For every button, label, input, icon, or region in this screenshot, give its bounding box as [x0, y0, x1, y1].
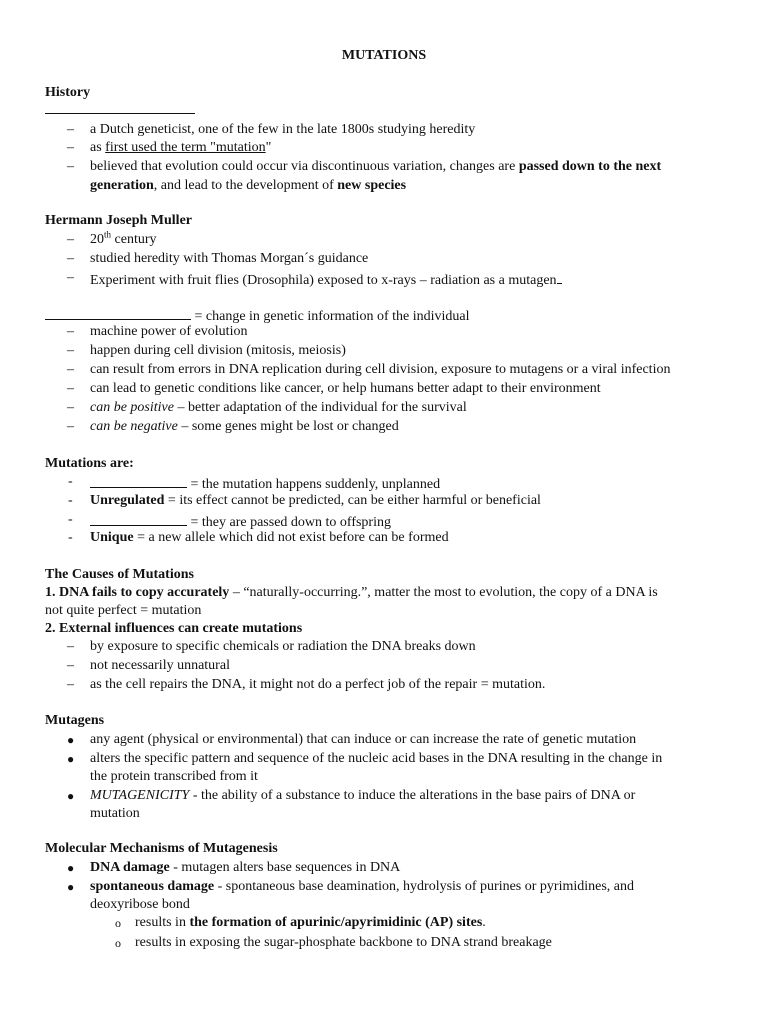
list-item: studied heredity with Thomas Morgan´s guidance: [90, 251, 369, 266]
list-item: can be negative – some genes might be lost or changed: [90, 419, 399, 434]
cause-two: 2. External influences can create mutations: [45, 621, 303, 636]
list-item: by exposure to specific chemicals or radiation the DNA breaks down: [90, 639, 476, 654]
list-item: as first used the term "mutation": [90, 140, 272, 155]
dash-marker: –: [67, 343, 74, 358]
list-item: can be positive – better adaptation of the individual for the survival: [90, 400, 467, 415]
history-blank-line: [45, 99, 728, 120]
dash-marker: –: [67, 232, 74, 247]
list-item-continuation: mutation: [90, 806, 140, 821]
list-item: can lead to genetic conditions like cancer, or help humans better adapt to their environment: [90, 381, 601, 396]
dash-marker: –: [67, 122, 74, 137]
list-item: alters the specific pattern and sequence of the nucleic acid bases in the DNA resulting in the change in: [90, 751, 663, 766]
list-item: any agent (physical or environmental) that can induce or can increase the rate of genetic mutation: [90, 732, 637, 747]
definition-line: = change in genetic information of the individual: [45, 305, 728, 326]
causes-heading: The Causes of Mutations: [45, 567, 194, 582]
dash-marker: –: [67, 381, 74, 396]
cause-one: 1. DNA fails to copy accurately – “naturally-occurring.”, matter the most to evolution, the copy of a DNA is: [45, 585, 658, 600]
dash-marker: –: [67, 140, 74, 155]
dash-marker: –: [67, 419, 74, 434]
list-item: can result from errors in DNA replication during cell division, exposure to mutagens or a viral infection: [90, 362, 671, 377]
dash-marker: –: [67, 251, 74, 266]
list-item: = they are passed down to offspring: [90, 511, 391, 532]
list-item: MUTAGENICITY - the ability of a substance to induce the alterations in the base pairs of DNA or: [90, 788, 636, 803]
list-item: Unique = a new allele which did not exist before can be formed: [90, 530, 449, 545]
cause-one-continuation: not quite perfect = mutation: [45, 603, 202, 618]
dash-marker: –: [67, 639, 74, 654]
hyphen-marker: -: [68, 474, 73, 489]
bullet-marker: ●: [67, 733, 75, 747]
bullet-marker: ●: [67, 752, 75, 766]
sub-list-item: results in exposing the sugar-phosphate backbone to DNA strand breakage: [135, 935, 552, 950]
list-item-continuation: the protein transcribed from it: [90, 769, 258, 784]
list-item: machine power of evolution: [90, 324, 248, 339]
page-title: MUTATIONS: [341, 48, 427, 63]
dash-marker: –: [67, 677, 74, 692]
mechanisms-heading: Molecular Mechanisms of Mutagenesis: [45, 841, 278, 856]
muller-heading: Hermann Joseph Muller: [45, 213, 192, 228]
list-item: = the mutation happens suddenly, unplanned: [90, 473, 440, 494]
circle-marker: o: [115, 936, 121, 950]
circle-marker: o: [115, 916, 121, 930]
bullet-marker: ●: [67, 861, 75, 875]
hyphen-marker: -: [68, 512, 73, 527]
list-item: DNA damage - mutagen alters base sequences in DNA: [90, 860, 401, 875]
hyphen-marker: -: [68, 530, 73, 545]
list-item: spontaneous damage - spontaneous base deamination, hydrolysis of purines or pyrimidines, and: [90, 879, 635, 894]
dash-marker: –: [67, 270, 74, 285]
list-item-continuation: deoxyribose bond: [90, 897, 190, 912]
bullet-marker: ●: [67, 789, 75, 803]
list-item: a Dutch geneticist, one of the few in the late 1800s studying heredity: [90, 122, 476, 137]
mutagens-heading: Mutagens: [45, 713, 105, 728]
dash-marker: –: [67, 658, 74, 673]
hyphen-marker: -: [68, 493, 73, 508]
dash-marker: –: [67, 324, 74, 339]
dash-marker: –: [67, 400, 74, 415]
list-item: as the cell repairs the DNA, it might not do a perfect job of the repair = mutation.: [90, 677, 546, 692]
list-item: Unregulated = its effect cannot be predicted, can be either harmful or beneficial: [90, 493, 541, 508]
history-heading: History: [45, 85, 91, 100]
dash-marker: –: [67, 362, 74, 377]
list-item-continuation: generation, and lead to the development of new species: [90, 178, 407, 193]
mutations-are-heading: Mutations are:: [45, 456, 134, 471]
list-item: not necessarily unnatural: [90, 658, 230, 673]
list-item: happen during cell division (mitosis, meiosis): [90, 343, 346, 358]
sub-list-item: results in the formation of apurinic/apyrimidinic (AP) sites.: [135, 915, 486, 930]
list-item: believed that evolution could occur via discontinuous variation, changes are passed down to the next: [90, 159, 662, 174]
bullet-marker: ●: [67, 880, 75, 894]
list-item: Experiment with fruit flies (Drosophila) exposed to x-rays – radiation as a mutagen: [90, 269, 562, 290]
dash-marker: –: [67, 159, 74, 174]
list-item: 20th century: [90, 229, 157, 247]
